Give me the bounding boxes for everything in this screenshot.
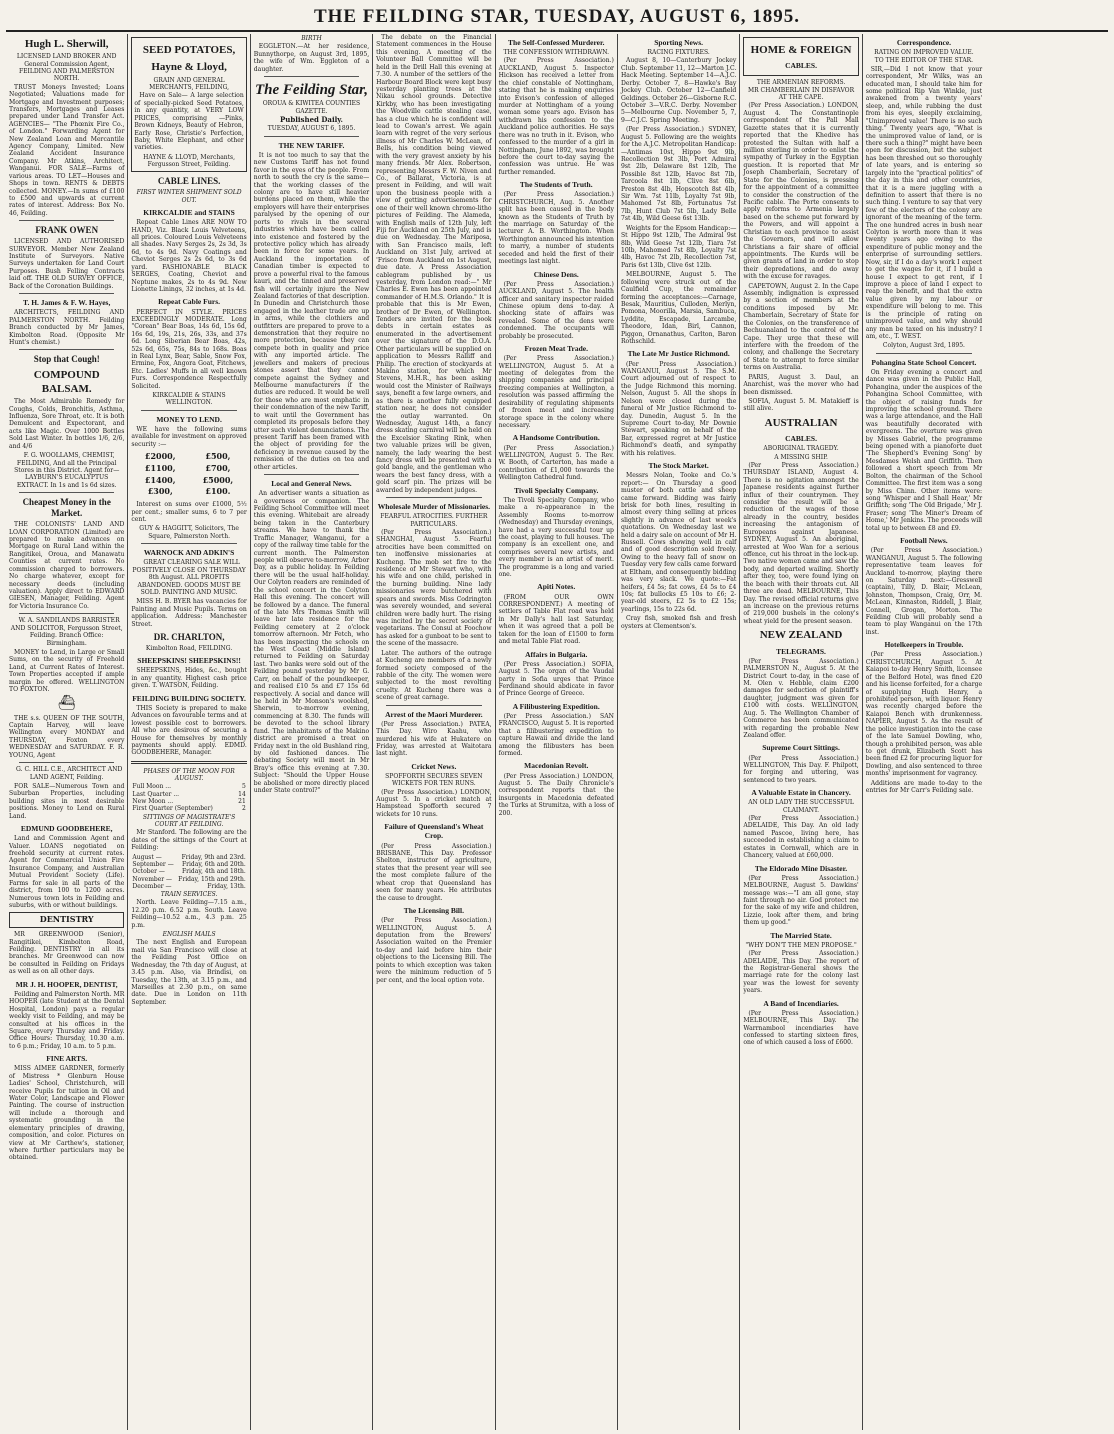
australian-text: (Per Press Association.) THURSDAY ISLAND, August 4. There is no agitation amongst the Japanese residents against further influx of their countrymen. They consider the result will be a reduction of the wages of those already in the country, besides increasing the antagonism of Europeans against Japanese. SYDNEY, August 5. An aboriginal, arrested at Woo Wan for a serious offence, cut his throat in the lock-up. Two native women came and saw the body, and departed wailing. Shortly after they, too, were found lying on the beach with their throats cut. All three are dead. MELBOURNE, This Day. The revised official returns give an increase on the previous returns of 219,000 bushels in the colony's wheat yield for the present season.	[743, 461, 859, 625]
guy-haggitt: GUY & HAGGITT, Solicitors, The Square, Palmerston North.	[139, 525, 239, 540]
students-text: (Per Press Association.) CHRISTCHURCH, Aug. 5. Another split has been caused in the body known as the Students of Truth by the marriage on Saturday of the lecturer A. B. Worthington. When Worthington announced his intention to marry, a number of students seceded and held the first of their meetings last night.	[498, 191, 614, 266]
armenian-head: THE ARMENIAN REFORMS.	[756, 78, 846, 86]
balsam-ad: The Most Admirable Remedy for Coughs, Colds, Bronchitis, Asthma, Influenza, Sore Throat, etc. It is both Demulcent and Expectorant, and acts like Magic. Over 1000 Bottles Sold Last Winter. In bottles 1/6, 2/6, and 4/6	[9, 398, 125, 450]
self-head: The Self-Confessed Murderer.	[508, 38, 605, 47]
aboriginal-head: ABORIGINAL TRAGEDY.	[763, 445, 839, 453]
hayes-ad: ARCHITECTS, FEILDING AND PALMERSTON NORTH. Feilding Branch conducted by Mr James, Kimbolton Road. (Opposite Mr Hunt's chemist.)	[9, 309, 125, 346]
moon-table	[131, 783, 246, 812]
society-ad: THIS Society is prepared to make Advances on favourable terms and at lowest possible cost to borrowers. All who are desirous of securing a House for themselves by monthly payments should apply. EDMD. GOODBEHERE, Manager.	[131, 704, 247, 757]
table-row: December — Friday, 13th.	[132, 882, 246, 890]
table-row: Full Moon ... 5	[132, 783, 246, 791]
correspondence-sub: RATING ON IMPROVED VALUE.	[874, 49, 974, 57]
married-sub: "WHY DON'T THE MEN PROPOSE."	[745, 941, 857, 949]
kirkcaldie-ad: Repeat Cable Lines ARE NOW TO HAND, Viz. Black Louis Velveteens, all prices. Coloured Louis Velveteens all shades. Navy Serges 2s, 2s 3d, 3s 6d, to 4s 9d. Navy Coatings and Cheviot Serges 2s 2s 6d, to 3s 6d yard. FASHIONABLE BLACK SERGES, Coating, Cheviot and Neptune makes, 2s to 4s 9d. New Lionette Linings, 32 inches, at 1s 4d.	[131, 219, 247, 293]
licensing-head: The Licensing Bill.	[403, 905, 464, 915]
mails-head: ENGLISH MAILS	[162, 931, 216, 939]
warnock-ad: GREAT CLEARING SALE WILL POSITIVELY CLOSE ON THURSDAY 8th August. ALL PROFITS ABANDONED. GOODS MUST BE SOLD. PAINTING AND MUSIC.	[132, 559, 246, 596]
train-head: TRAIN SERVICES.	[160, 891, 218, 899]
sporting-sub: RACING FIXTURES.	[647, 49, 710, 57]
loan-amount: £700,	[205, 462, 231, 473]
incendiaries-text: (Per Press Association.) MELBOURNE, This Day. The Warrnambool incendiaries have confessed to starting sixteen fires, one of which caused a loss of £600.	[743, 1009, 859, 1047]
steamer-icon: ⛴	[57, 695, 76, 712]
loan-amount: £1100,	[144, 462, 176, 473]
apiti-head: Apiti Notes.	[537, 582, 576, 592]
divider	[386, 497, 481, 498]
apiti-text: (FROM OUR OWN CORRESPONDENT.) A meeting of settlers of Table Flat road was held in Mr Dally's hall last Saturday, when it was agreed that a poll be taken for the loan of £1500 to form and metal Table Flat road.	[498, 593, 614, 646]
sporting-head: Sporting News.	[654, 38, 704, 47]
stock-text: Messrs Nolan, Tooke and Co.'s report:— On Thursday a good muster of both cattle and sheep came forward. Bidding was fairly brisk for both lines, resulting in almost every thing selling at prices slightly in advance of last week's quotations. On Wednesday last we held a dairy sale on account of Mr H. Russell. Cows showing well in calf and of good description sold freely. Owing to the heavy fall of snow on Tuesday very few calls came forward at Eltham, and consequently bidding was very slack. We quote:—Fat heifers, £4 5s; fat cows, £4 5s to £4 10s; fat bullocks £5 10s to £6; 2-year-old steers, £2 5s to £2 15s; yearlings, 15s to 22s 6d.	[620, 472, 737, 613]
loan-amount: £5000,	[202, 474, 234, 485]
furs-ad: PERFECT IN STYLE. PRICES EXCEEDINGLY MODERATE. Long "Corean" Bear Boas, 14s 6d, 15s 6d, 16s 6d, 19s, 21s, 26s, 33s, and 37s 6d. Long Siberian Bear Boas, 42s, 52s 6d, 65s, 75s, 84s to 168s. Boas in Real Lynx, Bear, Sable, Snow Fox, Ermine, Fox, Angora Goat, Fitchews, Etc. Ladies' Muffs in all well known Furs. Correspondence Respectfully Solicited.	[131, 308, 247, 390]
tariff-head: THE NEW TARIFF.	[278, 140, 345, 150]
murder-text: (Per Press Association.) SHANGHAI, August 5. Fearful atrocities have been committed on ten inoffensive missionaries at Kucheng. The mob set fire to the residence of Mr Stewart who, with his wife and one child, perished in the burning building. Nine lady missionaries were butchered with spears and swords. Miss Codrington was severely wounded, and several children were badly hurt. The rising was incited by the secret society of vegetarians. The Consul at Foochow has asked for a gunboat to be sent to the scene of the massacre.	[376, 528, 492, 648]
hooper-name: MR J. H. HOOPER, DENTIST,	[15, 979, 118, 989]
chancery-sub: AN OLD LADY THE SUCCESSFUL CLAIMANT.	[748, 799, 854, 814]
filibuster-head: A Filibustering Expedition.	[512, 701, 600, 711]
chinese-text: (Per Press Association.) AUCKLAND, August 5. The health officer and sanitary inspector raided Chinese opium dens to-day. A shocking state of affairs was revealed. Some of the dens were condemned. The occupants will probably be prosecuted.	[498, 280, 614, 340]
charlton-text: Kimbolton Road, FEILDING.	[145, 645, 233, 652]
money-lend-tail: Interest on sums over £1000, 5½ per cent.; smaller sums, 6 to 7 per cent.	[131, 501, 247, 524]
divider	[131, 761, 246, 764]
sherwill-title: LICENSED LAND BROKER AND General Commission Agent, FEILDING AND PALMERSTON NORTH.	[16, 53, 117, 83]
cricket-text: (Per Press Association.) LONDON, August 5. In a cricket match at Hampstead Spofforth secured 7 wickets for 10 runs.	[376, 788, 492, 818]
table-row: First Quarter (September) 2	[132, 805, 246, 813]
justice-text: (Per Press Association.) WANGANUI, August 5. The S.M. Court adjourned out of respect to the Judge Richmond this morning. Nelson, August 5. All the shops in Nelson were closed during the funeral of Mr Justice Richmond to-day. Dunedin, August 5. In the Supreme Court to-day, Mr Downie Stewart, speaking on behalf of the Bar, expressed regret at Mr Justice Richmond's death, and sympathy with his relatives.	[620, 360, 737, 457]
maori-text: (Per Press Association.) PATEA, This Day. Wiro Kaahu, who murdered his wife at Hukatere on Friday, was arrested at Waitotara last night.	[376, 720, 492, 758]
incendiaries-head: A Band of Incendiaries.	[763, 998, 839, 1008]
murder-later: Later. The authors of the outrage at Kucheng are members of a newly formed society composed of the rabble of the city. The women were subjected to the most revolting cruelty. At Kucheng there was a scene of great carnage.	[376, 649, 492, 702]
kirkcaldie-sign: KIRKCALDIE & STAINS WELLINGTON.	[152, 392, 226, 407]
hooper-ad: Feilding and Palmerston North. MR HOOPER (late Student at the Dental Hospital, London) pays a regular weekly visit to Feilding, and may be consulted at his offices in the Square, every Thursday and Friday. Office Hours: Thursday, 10.30 a.m. to 6 p.m.; Friday, 10 a.m. to 5 p.m.	[9, 990, 125, 1050]
gardner-ad: MISS AIMEE GARDNER, formerly of Mistress * Glenburn House Ladies' School, Christchurch, will receive Pupils for tuition in Oil and Water Color, Landscape and Flower Painting. The course of instruction will include a thorough and systematic grounding in the elementary principles of drawing, composition, and color. Pictures on view at Mr Carthew's, stationer, where further particulars may be obtained.	[9, 1065, 125, 1162]
jockey-text: Weights for the Epsom Handicap:—St Hippo 9st 12lb, The Admiral 9st 8lb, Wild Geese 7st 12lb, Tiara 7st 10lb, Mahomed 7st 8lb, Loyalty 7st 4lb, Havoc 7st 2lb, Recollection 7st, Paris 6st 13lb, Clive 6st 12lb.	[620, 224, 737, 269]
handsome-head: A Handsome Contribution.	[512, 433, 600, 443]
column-8	[863, 34, 985, 1430]
hayne-sign: HAYNE & LLOYD, Merchants, Fergusson Street, Feilding.	[143, 153, 236, 169]
mails-text: The next English and European mail via San Francisco will close at the Feilding Post Office on Wednesday, the 7th day of August, at 3.45 p.m. Also, via Brindisi, on Tuesday, the 13th, at 3.15 p.m., and Marseilles at 2.30 p.m., on same date. Due in London on 11th September.	[131, 939, 247, 1006]
pohangina-head: Pohangina State School Concert.	[871, 357, 977, 367]
loan-amount: £500,	[205, 451, 231, 462]
bulgaria-head: Affairs in Bulgaria.	[525, 649, 588, 659]
debate-text: The debate on the Financial Statement commences in the House this evening. A meeting of the Volunteer Ball Committee will be held in the Drill Hall this evening at 7.30. A number of the settlers of the Harbour Board Block were kept busy yesterday planting trees at the Nikau school grounds. Detective Kirkby, who has been investigating the Woodville cattle stealing case, has a clue which he is confident will lead to Cowan's arrest. We again learn with regret of the very serious illness of Mr Charles W. McLean, of Bells, his condition being viewed with the very gravest anxiety by his many friends. Mr Alex. Robertson, representing Messrs F. W. Niven and Co., of Ballarat, Victoria, is at present in Feilding, and will wait upon the business people with a view of getting advertisements for one of their well known chromo-litho pictures of Feilding. The Alameda, with English mails of 12th July, left Fiji for Auckland on 25th July, and is due on Wednesday. The Mariposa, with San Francisco mails, left Auckland on 31st July, arrived at 'Frisco from Auckland on 1st August, due date. A Press Association cablegram published by us yesterday, from London read:—" Mr Charles E. Ewen has been appointed commander of H.M.S. Orlando." It is probable that this is Mr Ewen, brother of Dr Ewen, of Wellington. Tenders are invited for the book debts in certain estates as enumerated in the advertisement over the signature of the D.O.A. Other particulars will be supplied on application to Messrs Ralliff and Philip. The erection of stockyards at Makino station, for which Mr Stevens, M.H.R., has been asking would cost the Minister of Railways says, benefit a few large owners, and as there is another fully equipped station near, he does not consider the outlay warranted. On Wednesday, August 14th, a fancy dress skating carnival will be held on the Excelsior Skating Rink, when two valuable prizes will be given, namely, the lady wearing the best fancy dress will be presented with a gold bangle, and the gentleman who wears the best fancy dress, with a gold scarf pin. The prizes will be awarded by independent judges.	[376, 34, 492, 494]
owen-ad: LICENSED AND AUTHORISED SURVEYOR. Member New Zealand Institute of Surveyors. Native Surveys undertaken for Land Court Purposes. Bush Felling Contracts laid off. THE OLD SURVEY OFFICE, Back of the Coronation Buildings.	[9, 238, 125, 290]
loan-amount: £1400,	[144, 474, 176, 485]
masthead-rule	[6, 30, 1108, 32]
frozen-head: Frozen Meat Trade.	[524, 344, 589, 354]
justice-head: The Late Mr Justice Richmond.	[627, 349, 730, 359]
sheepskins-head: SHEEPSKINS! SHEEPSKINS!!	[137, 656, 241, 666]
football-text: (Per Press Association.) WANGANUI, August 5. The following representative team leaves for Auckland to-morrow, playing there on Saturday next:—Gresswell (captain), Tilly, D. Blair, McLean, Johnston, Thompson, Craig, Orr, M. McLean, Kinnaston, Riddell, J. Blair, Connell, Grogan, Morton. The Feilding Club will probably send a team to play Wanganui on the 17th inst.	[865, 547, 983, 636]
divider	[264, 136, 359, 137]
divider	[141, 543, 236, 544]
divider	[19, 613, 114, 614]
hayne-ad: Have on Sale— A large selection of specially-picked Seed Potatoes, in any quantity, at VERY LOW PRICES, comprising —Pinks, Brown Kidneys, Beauty of Hebron, Early Rose, Christie's Perfection, Baby, White Elephant, and other varieties.	[134, 92, 244, 152]
colonists-ad: THE COLONISTS' LAND AND LOAN CORPORATION (Limited) are prepared to make advances on Mortgage on Rural Land within the Rangitikei, Oroua, and Manawatu Counties at current rates. No commission charged to borrowers. No charge whatever, except for necessary deeds (including valuation). Apply direct to EDWARD GIESEN, Manager, Feilding. Agent for Victoria Insurance Co.	[9, 521, 125, 610]
column-2	[128, 34, 250, 1430]
table-row: New Moon ... 21	[132, 798, 246, 806]
tivoli-head: Tivoli Specialty Company.	[514, 485, 599, 495]
birth-head: BIRTH	[301, 35, 322, 42]
fine-arts-head: FINE ARTS.	[46, 1054, 88, 1064]
cable-head: CABLE LINES.	[157, 176, 221, 187]
supreme-head: Supreme Court Sittings.	[762, 743, 840, 753]
eldorado-text: (Per Press Association.) MELBOURNE, August 5. Dawkins' message was:—"I am all gone, stay faint through no air. God protect me for the sake of my wife and children, Lizzie, look after them, and bring them up good."	[743, 874, 859, 927]
goodbehere-name: EDMUND GOODBEHERE,	[20, 824, 113, 834]
paper-gazette: OROUA & KIWITEA COUNTIES GAZETTE.	[262, 100, 361, 115]
armenian-sub: MR CHAMBERLAIN IN DISFAVOR AT THE CAPE.	[747, 86, 855, 102]
goodbehere-ad: Land and Commission Agent and Valuer. LOANS negotiated on freehold security at current rates. Agent for Commercial Union Fire Insurance Company, and Australian Mutual Provident Society (Life). Farms for sale in all parts of the district, from 100 to 1200 acres. Numerous town lots in Feilding and suburbs, with or without buildings.	[9, 835, 125, 909]
divider	[19, 492, 114, 493]
eldorado-head: The Eldorado Mine Disaster.	[754, 863, 848, 873]
australian-sub: CABLES.	[785, 434, 817, 444]
cup-text: (Per Press Association.) SYDNEY, August 5. Following are the weights for the A.J.C. Metropolitan Handicap:—Antimas 10st, Hippo 9st 9lb, Recollection 9st 3lb, Port Admiral 9st 2lb, Delaware 8st 12lb, The Possible 8st 12lb, Havoc 8st 7lb, Tarcoola 8st 1lb, Clive 8st 6lb, Preston 8st 4lb, Hopscotch 8st 4lb, Sir Wm. 7st 11lb, Loyalty 7st 9lb, Mahomed 7st 8lb, Fortunatus 7st 7lb, Hunt Club 7st 5lb, Lady Belle 7st 4lb, Wild Geese 6st 13lb.	[620, 126, 737, 223]
wheat-text: (Per Press Association.) BRISBANE, This Day. Professor Shelton, instructor of agriculture, states that the present year will see the most complete failure of the wheat crop that Queensland has seen for many years. He attributes the cause to drought.	[376, 842, 492, 902]
pohangina-text: On Friday evening a concert and dance was given in the Public Hall, Pohangina, under the auspices of the Pohangina School Committee, with the object of raising funds for improving the school ground. There was a large attendance, and the Hall was beautifully decorated with evergreens. The overture was given by Misses Gabriel, the programme being opened with a pianoforte duet 'The Shepherd's Evening Song' by Mesdames Welsh and Griffith. Then followed a short speech from Mr Bolton, the chairman of the School Committee. The first item was a song by Miss Chinn. Other items were: song 'Whisper and I Shall Hear,' Mr Griffith; song 'The Old Brigade,' Mr J. Fraser; song 'The Miner's Dream of Home,' Mr Jenkins. The proceeds will total up to between £8 and £9.	[865, 368, 983, 532]
column-5	[496, 34, 618, 1430]
sandilands-ad: W. A. SANDILANDS BARRISTER AND SOLICITOR, Fergusson Street, Feilding. Branch Office: Birmingham.	[10, 617, 123, 647]
home-head: HOME & FOREIGN	[750, 44, 852, 56]
moon-head: PHASES OF THE MOON FOR AUGUST.	[143, 767, 235, 783]
divider	[19, 220, 114, 221]
column-4	[373, 34, 495, 1430]
aboriginal-sub: A MISSING SHIP.	[774, 453, 828, 461]
society-head: FEILDING BUILDING SOCIETY.	[132, 693, 246, 703]
paper-daily: Published Daily.	[279, 114, 343, 124]
football-head: Football News.	[900, 536, 948, 546]
paper-brand: The Feilding Star,	[255, 82, 368, 98]
greenwood-ad: MR GREENWOOD (Senior), Rangitikei, Kimbolton Road, Feilding. DENTISTRY in all its branches. Mr Greenwood can now be consulted in Feilding on Fridays as well as on all other days.	[9, 931, 125, 976]
sheepskins-ad: SHEEPSKINS, Hides, &c., bought in any quantity. Highest cash price given. T. WATSON, Feilding.	[131, 667, 247, 690]
loan-amount: £300,	[147, 486, 173, 497]
money-lend-ad: MONEY to Lend, in Large or Small Sums, on the security of Freehold Land, at Current Rates of Interest. Town Properties accepted if ample margin be offered. WELLINGTON TO FOXTON.	[9, 648, 125, 694]
tariff-text: It is not too much to say that the new Customs Tariff has not found favor in the eyes of the people. From north to south the cry is the same—that the working classes of the colony are to have still heavier burdens placed on them, while the employers will have their enterprises paralysed by the opening of our ports to rivals in the several industries which have been called into existence and fostered by the protective policy which has already been in force for some years. In Auckland the importation of Canadian timber is expected to prove a powerful rival to the famous kauri, and the tinned and preserved fish will certainly injure the New Zealand factories of that description. In Dunedin and Christchurch those engaged in the leather trade are up in arms, while the clothiers and outfitters are prepared to prove to a demonstration that they require no more protection, because they can compete both in quality and price with any imported article. The jewellers and makers of precious stones assert that they cannot compete against the Sydney and Melbourne manufacturers if the duties are reduced. It would be well for those who are most emphatic in their condemnation of the new Tariff, to wait until the Government has completed its proposals before they utter such violent denunciations. The present Tariff has been framed with the object of providing for the deficiency in revenue caused by the remission of the duties on tea and other articles.	[253, 151, 370, 471]
table-row: October — Friday, 4th and 18th.	[132, 868, 246, 876]
hill-ad: G. C. HILL C.E., ARCHITECT AND LAND AGENT, Feilding.	[15, 766, 123, 781]
armenian-text: (Per Press Association.) LONDON, August 4. The Constantinople correspondent of the Pall Mall Gazette states that it is currently reported that the Khedive has protested the Sultan with half a million sterling in order to enlist the sympathy of Turkey in the Egyptian question. It is reported that Mr Joseph Chamberlain, Secretary of State for the Colonies, is pressing for the appointment of a committee to consider the construction of the Pacific cable. The Porte consents to apply reforms to Armenia largely based on the scheme put forward by the Powers, and will appoint a Christian to each province to assist the Governors, and will allow Christians a fair share of official appointments. The Kurds will be given grants of land in order to stop their depredations, and do away with the excuse for ravages.	[743, 102, 859, 281]
correspondence-text: SIR,—Did I not know that your correspondent, Mr Wilks, was an educated man, I should take him for some political Rip Van Winkle, just awakened from a twenty years' sleep, and, while rubbing the dust from his eyes, sleepily exclaiming, "Unimproved value! There is no such thing." Twenty years ago, "What is the unimproved value of land, or is there such a thing?" might have been open for discussion, but the subject has been threshed out so thoroughly of late years, and is entering so largely into the "practical politics" of the day in this and other countries, that it is a mere juggling with a definition to assert that there is no such thing. I venture to say that very few of the electors of the colony are ignorant of the meaning of the term. The one hundred acres in bush near Colyton is worth more than it was twenty years ago owing to the expenditure of public money and the enterprise of surrounding settlers. Now, sir, if I do a day's work I expect to get the wages for it, if I build a house I expect to get rent, if I improve a piece of land I expect to reap the benefit, and that the extra value given by my labour or expenditure will belong to me. This is the principle of rating on unimproved value, and why should any man be taxed on his industry? I am, etc., T. WEST.	[865, 65, 983, 340]
woollams-ad: F. G. WOOLLAMS, CHEMIST, FEILDING, And all the Principal Stores in this District. Agent for— LAYBURN'S EUCALYPTUS EXTRACT. In 1s and 1s 6d sizes.	[14, 452, 120, 489]
correspondence-to: TO THE EDITOR OF THE STAR.	[874, 57, 974, 65]
sittings-table	[131, 854, 246, 891]
married-text: (Per Press Association.) ADELAIDE, This Day. The report of the Registrar-General shows the marriage rate for the colony last year was the lowest for seventy years.	[743, 950, 859, 995]
masthead: THE FEILDING STAR, TUESDAY, AUGUST 6, 1895.	[313, 6, 801, 27]
sittings-text: Mr Stanford. The following are the dates of the sittings of the Court at Feilding:	[131, 829, 247, 852]
correspondence-head: Correspondence.	[896, 38, 952, 47]
byer-ad: MISS H. B. BYER has vacancies for Painting and Music Pupils. Terms on application. Address: Manchester Street.	[131, 598, 247, 628]
divider	[141, 410, 236, 411]
australian-head: AUSTRALIAN	[764, 416, 838, 429]
cable-sub: FIRST WINTER SHIPMENT SOLD OUT.	[136, 189, 242, 204]
local-head: Local and General News.	[271, 479, 352, 489]
hotelkeepers-head: Hotelkeepers in Trouble.	[884, 640, 964, 650]
additions-text: Additions are made to-day to the entries for Mr Carr's Feilding sale.	[865, 779, 983, 795]
handsome-text: (Per Press Association.) WELLINGTON, August 5. The Rev. W. Booth, of Carterton, has made a contribution of £1,000 towards the Wellington Cathedral fund.	[498, 444, 614, 482]
divider	[19, 293, 114, 294]
murder-head: Wholesale Murder of Missionaries.	[377, 502, 491, 512]
table-row: November — Friday, 15th and 29th.	[132, 875, 246, 883]
nz-head: NEW ZEALAND	[759, 629, 843, 642]
melbourne-text: MELBOURNE, August 5. The following were struck out of the Caulfield Cup, the remainder forming the acceptances:—Carnage, Besak, Mauritius, Culloden, Merlyn, Pomona, Moorilla, Marsia, Sambuca, Lyddite, Escapade, Larcambe, Theodore, Idan, Birl, Cannon, Piggon, Ornanathus, Carlton, Baron Rothschild.	[620, 271, 737, 346]
balsam-head: COMPOUND BALSAM.	[33, 369, 100, 395]
correspondence-sign: Colyton, August 3rd, 1895.	[882, 342, 965, 350]
paris-text: PARIS, August 3. Daul, an Anarchist, was the mover who had been dismissed.	[743, 373, 859, 396]
divider	[264, 76, 359, 77]
cheap-money-head: Cheapest Money in the Market.	[22, 497, 111, 519]
money-lend-text: WE have the following sums available for investment on approved security :—	[131, 425, 247, 448]
table-row: Last Quarter ... 14	[132, 790, 246, 798]
cape-text: CAPETOWN, August 2. In the Cape Assembly, indignation is expressed by a section of members at the conditions imposed by Mr. Chamberlain, Secretary of State for the Colonies, on the transference of Bechuanaland to the control of the Cape. They urge that these will interfere with the freedom of the colony, and challenge the Secretary of State to attempt to force similar terms on Australia.	[743, 282, 859, 372]
maori-head: Arrest of the Maori Murderer.	[385, 709, 483, 719]
queen-ad: THE s.s. QUEEN OF THE SOUTH, Captain Harvey, will leave Wellington every MONDAY and THURSDAY, Foxton every WEDNESDAY and SATURDAY. F. R. YOUNG, Agent	[9, 714, 125, 759]
local-text: An advertiser wants a situation as a governess or companion. The Feilding School Committee will meet this evening. Whitebait are already being taken in the Canterbury streams. We have to thank the Traffic Manager, Wanganui, for a copy of the railway time table for the current month. The Palmerston people will observe to-morrow, Arbor Day, as a public holiday. In Feilding there will be the usual half-holiday. Our Colyton readers are reminded of the school concert in the Colyton Hall this evening. The concert will be followed by a dance. The funeral of the late Mrs Thomas Smith will leave her late residence for the Feilding cemetery at 2 o'clock tomorrow afternoon. Mr Fetch, who has been inspecting the schools on the West Coast (Middle Island) returned to Feilding on Saturday last. Two banks were sold out of the Feilding pound yesterday by Mr G. Carr, on behalf of the poundkeeper, and realised £10 5s and £7 15s 6d respectively. A social and dance will be held in Mr Monson's woolshed, Sherwin, to-morrow evening, commencing at 8.30. The funds will be devoted to the school library fund. The inhabitants of the Makino district are promised a treat on Friday next in the old Bushland ring, by old fashioned dances. The debating Society will meet in Mr Bray's office this evening at 7.30. Subject: "Should the Upper House be abolished or more directly placed under State control?"	[253, 490, 370, 795]
loan-amounts	[131, 451, 246, 498]
stock-head: The Stock Market.	[648, 461, 709, 471]
home-sub: CABLES.	[785, 61, 817, 71]
chinese-head: Chinese Dens.	[533, 269, 579, 279]
sherwill-name: Hugh L. Sherwill,	[24, 38, 109, 50]
owen-name: FRANK OWEN	[35, 225, 99, 236]
self-text: (Per Press Association.) AUCKLAND, August 5. Inspector Hickson has received a letter from the chief constable of Nottingham, stating that he is making enquiries into Evison's confession of alleged murder at Nottingham of a young woman some years ago. Evison has withdrawn his confession to the Auckland police authorities. He says there was no truth in it. Evison, who confessed to the murder of a girl in Nottingham, June 1892, was brought before the court to-day saying the confession was untrue. He was further remanded.	[498, 57, 614, 176]
column-1	[6, 34, 128, 1430]
paper-date: TUESDAY, AUGUST 6, 1895.	[267, 125, 356, 133]
columns	[6, 34, 1108, 1430]
loan-amount: £2000,	[144, 451, 176, 462]
supreme-text: (Per Press Association.) WELLINGTON, This Day. F. Philpott, for forging and uttering, was sentenced to two years.	[743, 754, 859, 784]
divider	[19, 349, 114, 350]
loan-amount: £100.	[205, 486, 231, 497]
sittings-head: SITTINGS OF MAGISTRATE'S COURT AT FEILDING.	[142, 813, 236, 828]
forsale-ad: FOR SALE—Numerous Town and Suburban Properties, including building sites in most desirable positions. Money to Lend on Rural Land.	[9, 782, 125, 820]
nz-sub: TELEGRAMS.	[776, 646, 826, 656]
filibuster-text: (Per Press Association.) SAN FRANCISCO, August 5. It is reported that a filibustering expedition to capture Hawaii and divide the land among the filibusters has been formed.	[498, 712, 614, 758]
cricket-sub: SPOFFORTH SECURES SEVEN WICKETS FOR TEN RUNS.	[385, 773, 483, 788]
birth-text: EGGLETON.—At her residence, Bunnythorpe, on August 3rd, 1895, the wife of Wm. Eggleton of a daughter.	[253, 43, 370, 73]
cricket-head: Cricket News.	[411, 761, 457, 771]
table-row: September — Friday, 6th and 20th.	[132, 860, 246, 868]
bulgaria-text: (Per Press Association.) SOFIA, August 5. The organ of the Vaudal party in Sofia urges that Prince Ferdinand should abdicate in favor of Prince George of Greece.	[498, 660, 614, 698]
column-6	[618, 34, 740, 1430]
column-7	[740, 34, 862, 1430]
divider	[386, 705, 481, 706]
dentistry-badge: DENTISTRY	[9, 912, 124, 928]
macedonian-text: (Per Press Association.) LONDON, August 5. The Daily Chronicle's correspondent reports that the insurgents in Macedonia defeated the Turks at Strumitza, with a loss of 200.	[498, 772, 614, 817]
sofia-text: SOFIA, August 5. M. Matakieff is still alive.	[743, 397, 859, 413]
cough-head: Stop that Cough!	[33, 354, 100, 365]
seed-head: SEED POTATOES,	[142, 44, 236, 56]
table-row: August — Friday, 9th and 23rd.	[132, 853, 246, 861]
hayne-name: Hayne & Lloyd,	[151, 61, 227, 74]
charlton-head: DR. CHARLTON,	[153, 632, 225, 643]
warnock-head: WARNOCK AND ADKIN'S	[143, 548, 235, 558]
licensing-text: (Per Press Association.) WELLINGTON, August 5. A deputation from the Brewers' Association waited on the Premier to-day and laid before him their objections to the Licensing Bill. The points to which exception was taken were the minimum reduction of 5 per cent, and the local option vote.	[376, 917, 492, 984]
self-sub: THE CONFESSION WITHDRAWN.	[503, 49, 610, 57]
chancery-text: (Per Press Association.) ADELAIDE, This Day. An old lady named Pascoe, living here, has succeeded in establishing a claim to estates in Cornwall, which are in Chancery, valued at £60,000.	[743, 815, 859, 860]
sporting-text: August 8, 10—Canterbury Jockey Club. September 11, 12—Marton J.C. Hack Meeting. September 14—A.J.C. Derby. October 7, 8—Hawke's Bay Jockey Club. October 12—Canfield Geldings. October 26—Gisborne R.C. October 3—V.R.C. Derby. November 5—Melbourne Cup. November 5, 7, 9—C.J.C. Spring Meeting.	[620, 57, 737, 124]
column-3	[251, 34, 373, 1430]
married-head: The Married State.	[770, 930, 832, 940]
kirkcaldie-head: KIRKCALDIE and STAINS	[143, 208, 235, 218]
tivoli-text: The Tivoli Specialty Company, who make a re-appearance in the Assembly Rooms to-morrow (Wednesday) and Thursday evenings, have had a very successful tour up the coast, playing to full houses. The company is an excellent one, and comprises several new artists, and every member is an artist of merit. The programme is a long and varied one.	[498, 496, 614, 579]
furs-head: Repeat Cable Furs.	[158, 297, 221, 307]
hayes-name: T. H. James & F. W. Hayes,	[23, 298, 111, 308]
train-text: North. Leave Feilding—7.15 a.m., 12.20 p.m. 6.52 p.m. South. Leave Feilding—10.52 a.m., 4.3 p.m. 25 p.m.	[131, 899, 247, 929]
nz-text: (Per Press Association.) PALMERSTON N., August 5. At the District Court to-day, in the case of M. Olen v. Hebble, claim £200 damages for seduction of plaintiff's daughter, judgment was given for £100 with costs. WELLINGTON, Aug. 5. The Wellington Chamber of Commerce has been communicated with regarding the probable New Zealand offer.	[743, 657, 859, 739]
students-head: The Students of Truth.	[519, 180, 593, 190]
sherwill-ad: TRUST Moneys Invested; Loans Negotiated; Valuations made for Mortgage and Investment purposes; Transfers, Mortgages and Leases prepared under Land Transfer Act. AGENCIES— "The Phœnix Fire Co., of London." Forwarding Agent for New Zealand Loan and Mercantile Agency Company, Limited. New Zealand Accident Insurance Company. Mr Atkins, Architect, Wanganui. FOR SALE—Farms of various areas. TO LET—Houses and Shops in town. RENTS & DEBTS collected. MONEY.—In sums of £100 to £500 and upwards at current rates of interest. Address: Box No. 46, Feilding.	[9, 83, 125, 217]
divider	[264, 474, 359, 475]
wheat-head: Failure of Queensland's Wheat Crop.	[384, 822, 484, 841]
hotelkeepers-text: (Per Press Association.) CHRISTCHURCH, August 5. At Kaiapoi to-day Henry Smith, licensee of the Belford Hotel, was fined £20 and his license forfeited, for a charge of supplying Hugh Henry, a prohibited person, with liquor. Henry was recently charged before the Kaiapoi Bench with drunkenness. NAPIER, August 5. As the result of the police investigation into the case of the late Samuel Dowling, who, though a prohibited person, was able to get drunk, Elizabeth Scott has been fined £2 for procuring liquor for Dowling, and also sentenced to three months' imprisonment for vagrancy.	[865, 651, 983, 778]
macedonian-head: Macedonian Revolt.	[524, 761, 589, 771]
money-lend-head: MONEY TO LEND.	[156, 414, 222, 424]
divider	[19, 762, 114, 763]
divider	[876, 353, 972, 354]
frozen-text: (Per Press Association.) WELLINGTON, August 5. At a meeting of delegates from the shipping companies and principal freezing companies at Wellington, a resolution was passed affirming the desirability of regulating shipments of frozen meat and increasing storage space in the colony where necessary.	[498, 355, 614, 430]
murder-sub: FEARFUL ATROCITIES. FURTHER PARTICULARS.	[380, 513, 488, 528]
stock-tail: Cray fish, smoked fish and fresh oysters at Clementson's.	[620, 615, 737, 630]
hayne-sub: GRAIN AND GENERAL MERCHANTS, FEILDING,	[149, 76, 230, 92]
chancery-head: A Valuable Estate in Chancery.	[751, 788, 851, 798]
